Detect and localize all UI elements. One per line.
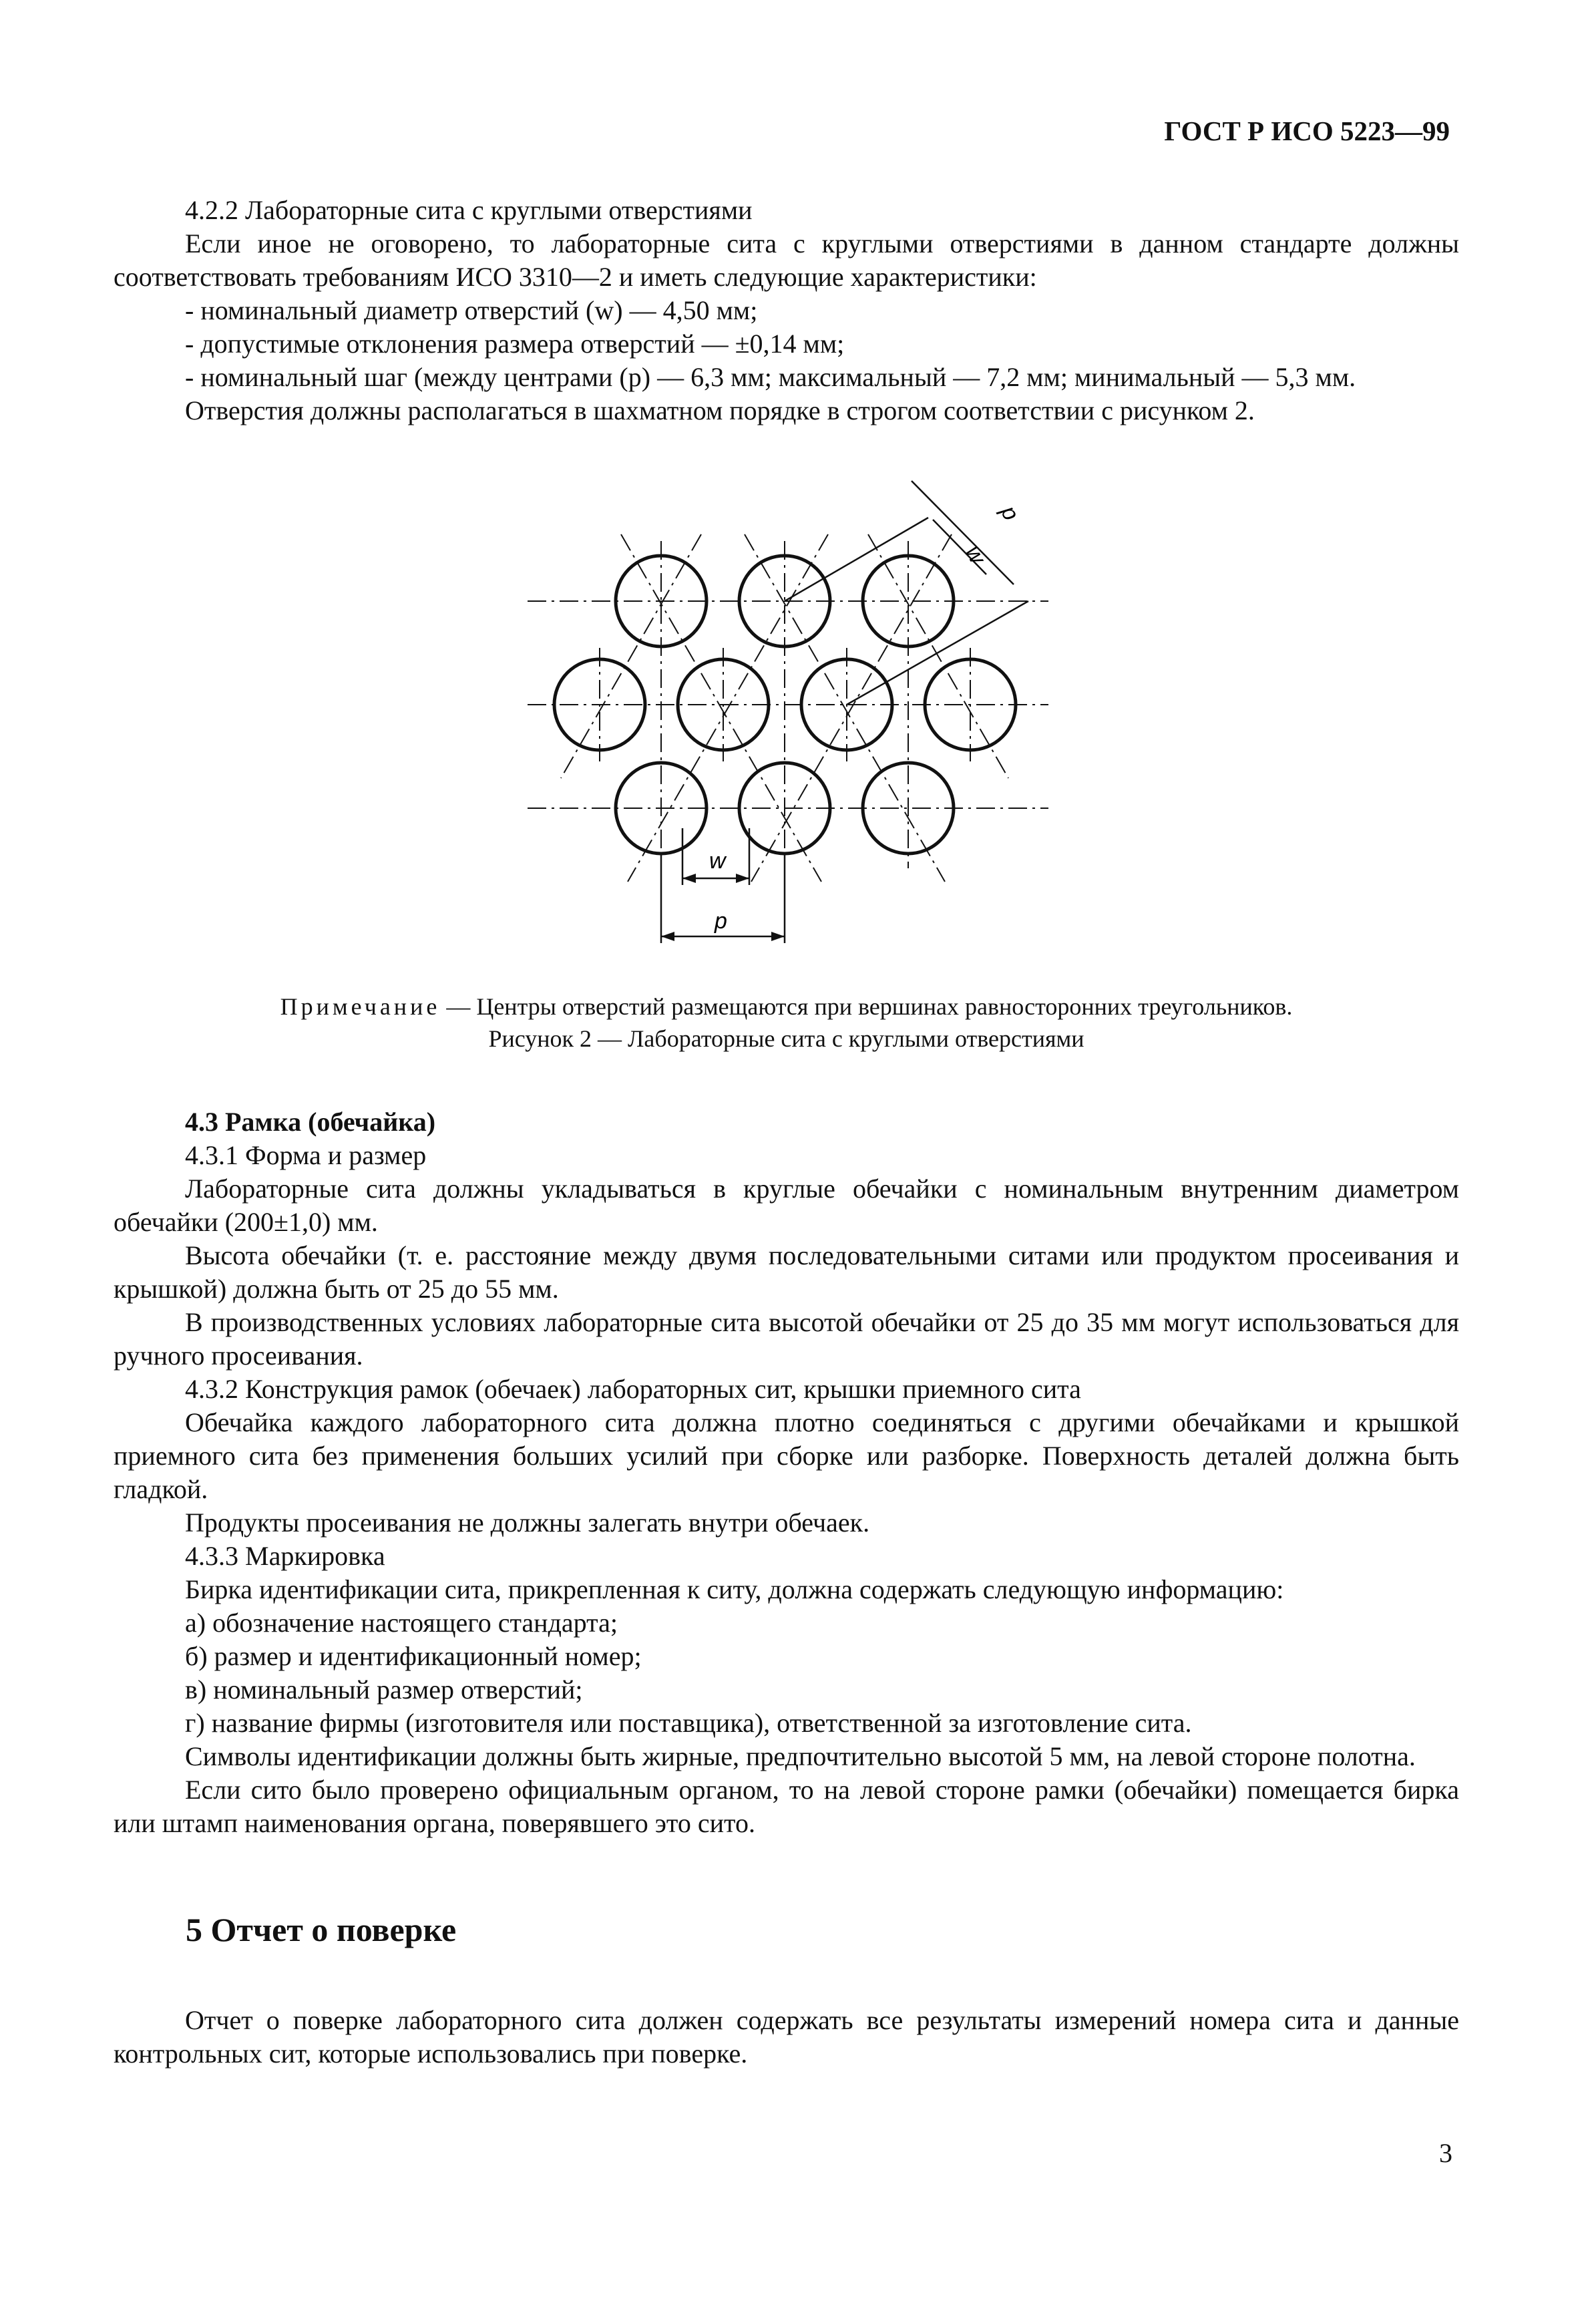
page-header: ГОСТ Р ИСО 5223—99 — [1164, 116, 1450, 146]
paragraph: Если иное не оговорено, то лабораторные сита с круглыми отверстиями в данном стандарте должны соответствовать требованиям ИСО 3310—2 и иметь следующие характеристики: — [114, 228, 1459, 292]
list-item: г) название фирмы (изготовителя или поставщика), ответственной за изготовление сита. — [185, 1708, 1192, 1738]
section-title: 4.3 Рамка (обечайка) — [185, 1107, 436, 1137]
list-item: а) обозначение настоящего стандарта; — [185, 1608, 618, 1638]
figure-note-and-caption — [114, 991, 1459, 1055]
subsection-title: 4.3.2 Конструкция рамок (обечаек) лабораторных сит, крышки приемного сита — [185, 1374, 1081, 1404]
label-w-diagonal: w — [960, 541, 991, 568]
paragraph: Высота обечайки (т. е. расстояние между двумя последовательными ситами или продуктом просеивания и крышкой) должна быть от 25 до 55 мм. — [114, 1240, 1459, 1304]
list-item: - номинальный шаг (между центрами (p) — 6,3 мм; максимальный — 7,2 мм; минимальный — 5,3 мм. — [185, 362, 1356, 392]
list-item: - номинальный диаметр отверстий (w) — 4,50 мм; — [185, 295, 758, 325]
hole — [863, 556, 954, 647]
paragraph: Если сито было проверено официальным органом, то на левой стороне рамки (обечайки) помещается бирка или штамп наименования органа, поверявшего это сито. — [114, 1775, 1459, 1838]
paragraph: Лабораторные сита должны укладываться в круглые обечайки с номинальным внутренним диаметром обечайки (200±1,0) мм. — [114, 1174, 1459, 1237]
center-lines — [528, 534, 1048, 882]
section-title: 4.2.2 Лабораторные сита с круглыми отверстиями — [185, 195, 753, 225]
paragraph: Отверстия должны располагаться в шахматном порядке в строгом соответствии с рисунком 2. — [185, 395, 1255, 425]
note-text: — Центры отверстий размещаются при вершинах равносторонних треугольников. — [446, 993, 1293, 1020]
paragraph: Символы идентификации должны быть жирные, предпочтительно высотой 5 мм, на левой стороне полотна. — [185, 1741, 1416, 1771]
paragraph: Бирка идентификации сита, прикрепленная к ситу, должна содержать следующую информацию: — [185, 1574, 1284, 1604]
section-4-2-2 — [114, 194, 1459, 427]
list-item: - допустимые отклонения размера отверстий — ±0,14 мм; — [185, 329, 845, 359]
paragraph: Обечайка каждого лабораторного сита должна плотно соединяться с другими обечайками и крышкой приемного сита без применения больших усилий при сборке или разборке. Поверхность деталей должна быть гладкой. — [114, 1407, 1459, 1504]
subsection-title: 4.3.1 Форма и размер — [185, 1140, 427, 1170]
section-5 — [114, 2004, 1459, 2071]
paragraph: Отчет о поверке лабораторного сита должен содержать все результаты измерений номера сита и данные контрольных сит, которые использовались при поверке. — [114, 2005, 1459, 2069]
section-4-3 — [114, 1105, 1459, 1840]
section-5-title: 5 Отчет о поверке — [186, 1911, 457, 1948]
figure-note — [114, 991, 1459, 1023]
figure-caption: Рисунок 2 — Лабораторные сита с круглыми отверстиями — [488, 1025, 1084, 1052]
list-item: б) размер и идентификационный номер; — [185, 1641, 642, 1671]
paragraph: Продукты просеивания не должны залегать внутри обечаек. — [185, 1507, 870, 1538]
label-p-diagonal: p — [995, 501, 1024, 525]
label-w-bottom: w — [709, 848, 726, 874]
subsection-title: 4.3.3 Маркировка — [185, 1541, 385, 1571]
label-p-bottom: p — [715, 908, 727, 934]
note-label: Примечание — [280, 993, 441, 1020]
list-item: в) номинальный размер отверстий; — [185, 1674, 583, 1705]
paragraph: В производственных условиях лабораторные сита высотой обечайки от 25 до 35 мм могут использоваться для ручного просеивания. — [114, 1307, 1459, 1371]
figure-holes-diagram — [521, 468, 1055, 989]
page-number: 3 — [1439, 2138, 1452, 2168]
